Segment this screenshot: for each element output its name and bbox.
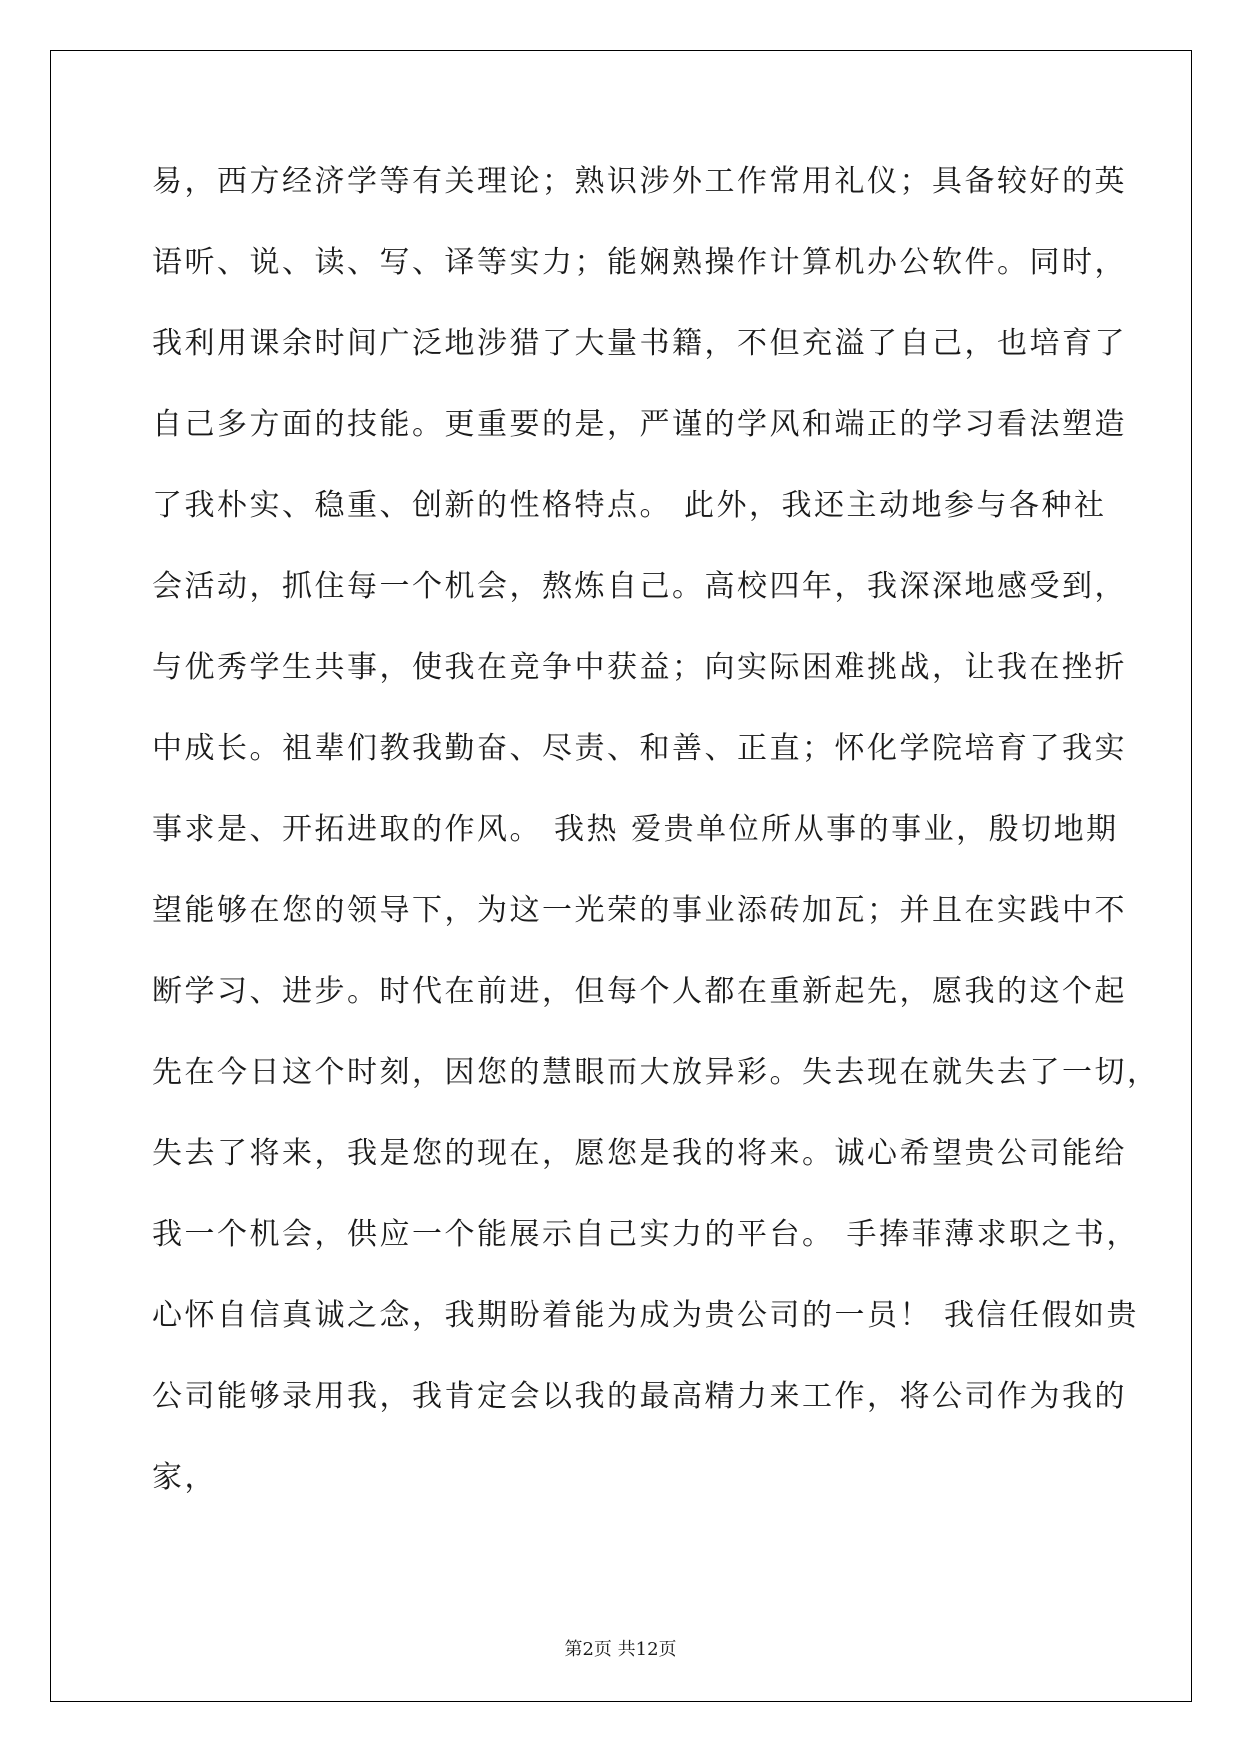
text-line-14: 我一个机会，供应一个能展示自己实力的平台。 手捧菲薄求职之书， [152,1217,1140,1252]
text-line-9: 事求是、开拓进取的作风。 我热 爱贵单位所从事的事业，殷切地期 [152,812,1119,847]
text-line-3: 我利用课余时间广泛地涉猎了大量书籍，不但充溢了自己，也培育了 [152,326,1127,361]
text-line-8: 中成长。祖辈们教我勤奋、尽责、和善、正直；怀化学院培育了我实 [152,731,1127,766]
text-line-10: 望能够在您的领导下，为这一光荣的事业添砖加瓦；并且在实践中不 [152,893,1127,928]
text-line-2: 语听、说、读、写、译等实力；能娴熟操作计算机办公软件。同时， [152,245,1127,280]
document-body [152,158,1160,1535]
text-line-4: 自己多方面的技能。更重要的是，严谨的学风和端正的学习看法塑造 [152,407,1127,442]
text-line-5: 了我朴实、稳重、创新的性格特点。 此外，我还主动地参与各种社 [152,488,1107,523]
text-line-11: 断学习、进步。时代在前进，但每个人都在重新起先，愿我的这个起 [152,974,1127,1009]
text-line-15: 心怀自信真诚之念，我期盼着能为成为贵公司的一员！ 我信任假如贵 [152,1298,1140,1333]
text-line-12: 先在今日这个时刻，因您的慧眼而大放异彩。失去现在就失去了一切， [152,1055,1160,1090]
text-line-17: 家， [152,1460,217,1495]
page-number-footer: 第2页 共12页 [564,1639,677,1660]
text-line-6: 会活动，抓住每一个机会，熬炼自己。高校四年，我深深地感受到， [152,569,1127,604]
text-line-7: 与优秀学生共事，使我在竞争中获益；向实际困难挑战，让我在挫折 [152,650,1127,685]
text-line-1: 易，西方经济学等有关理论；熟识涉外工作常用礼仪；具备较好的英 [152,164,1127,199]
text-line-16: 公司能够录用我，我肯定会以我的最高精力来工作，将公司作为我的 [152,1379,1127,1414]
text-line-13: 失去了将来，我是您的现在，愿您是我的将来。诚心希望贵公司能给 [152,1136,1127,1171]
